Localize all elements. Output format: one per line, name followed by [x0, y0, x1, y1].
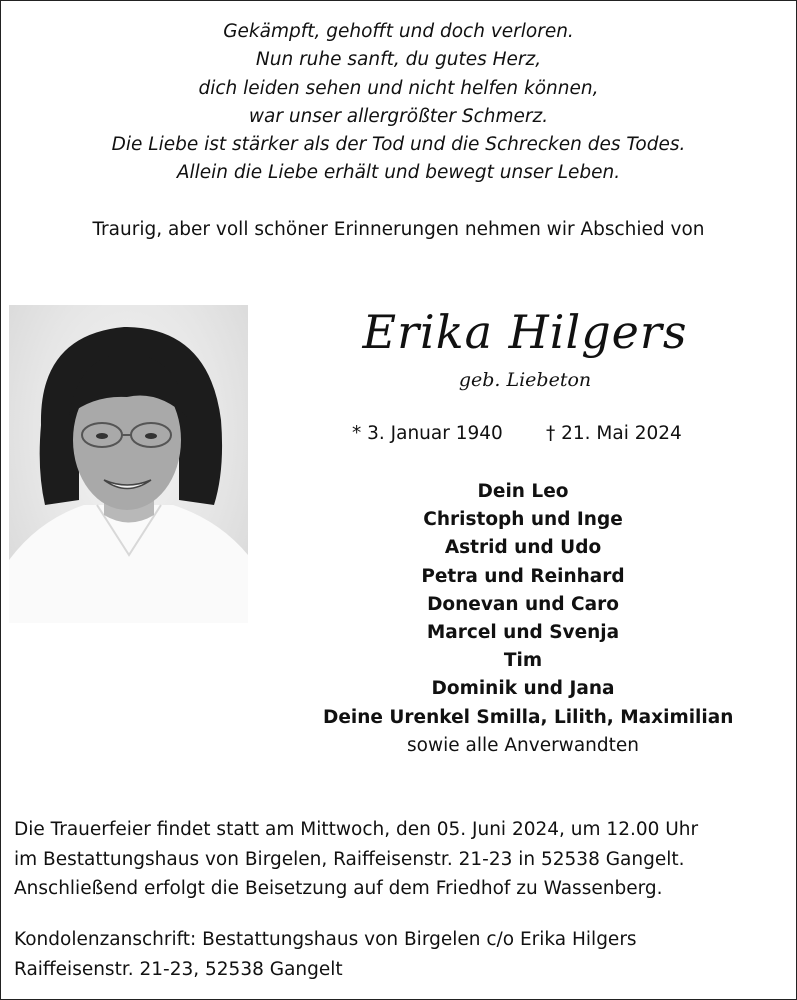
mourner: Deine Urenkel Smilla, Lilith, Maximilian — [323, 706, 734, 728]
service-line: Die Trauerfeier findet statt am Mittwoch, den 05. Juni 2024, um 12.00 Uhr — [14, 819, 699, 840]
service-info — [14, 815, 784, 904]
deceased-name: Erika Hilgers — [362, 305, 688, 359]
mourner: Petra und Reinhard — [421, 565, 625, 587]
mourner: Dein Leo — [477, 481, 569, 502]
mourner: Donevan und Caro — [427, 593, 619, 615]
poem-line: dich leiden sehen und nicht helfen können, — [198, 77, 599, 99]
service-line: Anschließend erfolgt die Beisetzung auf dem Friedhof zu Wassenberg. — [14, 878, 663, 899]
death-date: † 21. Mai 2024 — [546, 423, 682, 444]
service-line: im Bestattungshaus von Birgelen, Raiffeisenstr. 21-23 in 52538 Gangelt. — [14, 848, 685, 870]
maiden-name: geb. Liebeton — [458, 369, 592, 391]
poem-line: Nun ruhe sanft, du gutes Herz, — [255, 49, 542, 71]
relatives-line: sowie alle Anverwandten — [407, 734, 639, 756]
mourner: Astrid und Udo — [444, 537, 602, 559]
condolence-line: Raiffeisenstr. 21-23, 52538 Gangelt — [14, 958, 343, 980]
condolence-line: Kondolenzanschrift: Bestattungshaus von Birgelen c/o Erika Hilgers — [14, 929, 637, 950]
poem-line: Allein die Liebe erhält und bewegt unser Leben. — [176, 162, 621, 184]
poem-line: Die Liebe ist stärker als der Tod und die Schrecken des Todes. — [111, 134, 686, 156]
condolence-address — [14, 925, 784, 984]
mourner: Marcel und Svenja — [426, 622, 620, 644]
farewell-intro: Traurig, aber voll schöner Erinnerungen nehmen wir Abschied von — [92, 219, 705, 240]
birth-date: * 3. Januar 1940 — [352, 423, 503, 444]
mourner: Christoph und Inge — [423, 509, 623, 531]
poem-line: war unser allergrößter Schmerz. — [248, 105, 549, 127]
mourner: Dominik und Jana — [431, 678, 615, 700]
portrait-photo — [9, 305, 248, 623]
poem — [0, 18, 797, 188]
mourner: Tim — [503, 650, 543, 672]
poem-line: Gekämpft, gehofft und doch verloren. — [223, 21, 574, 42]
mourners-list — [323, 478, 734, 760]
